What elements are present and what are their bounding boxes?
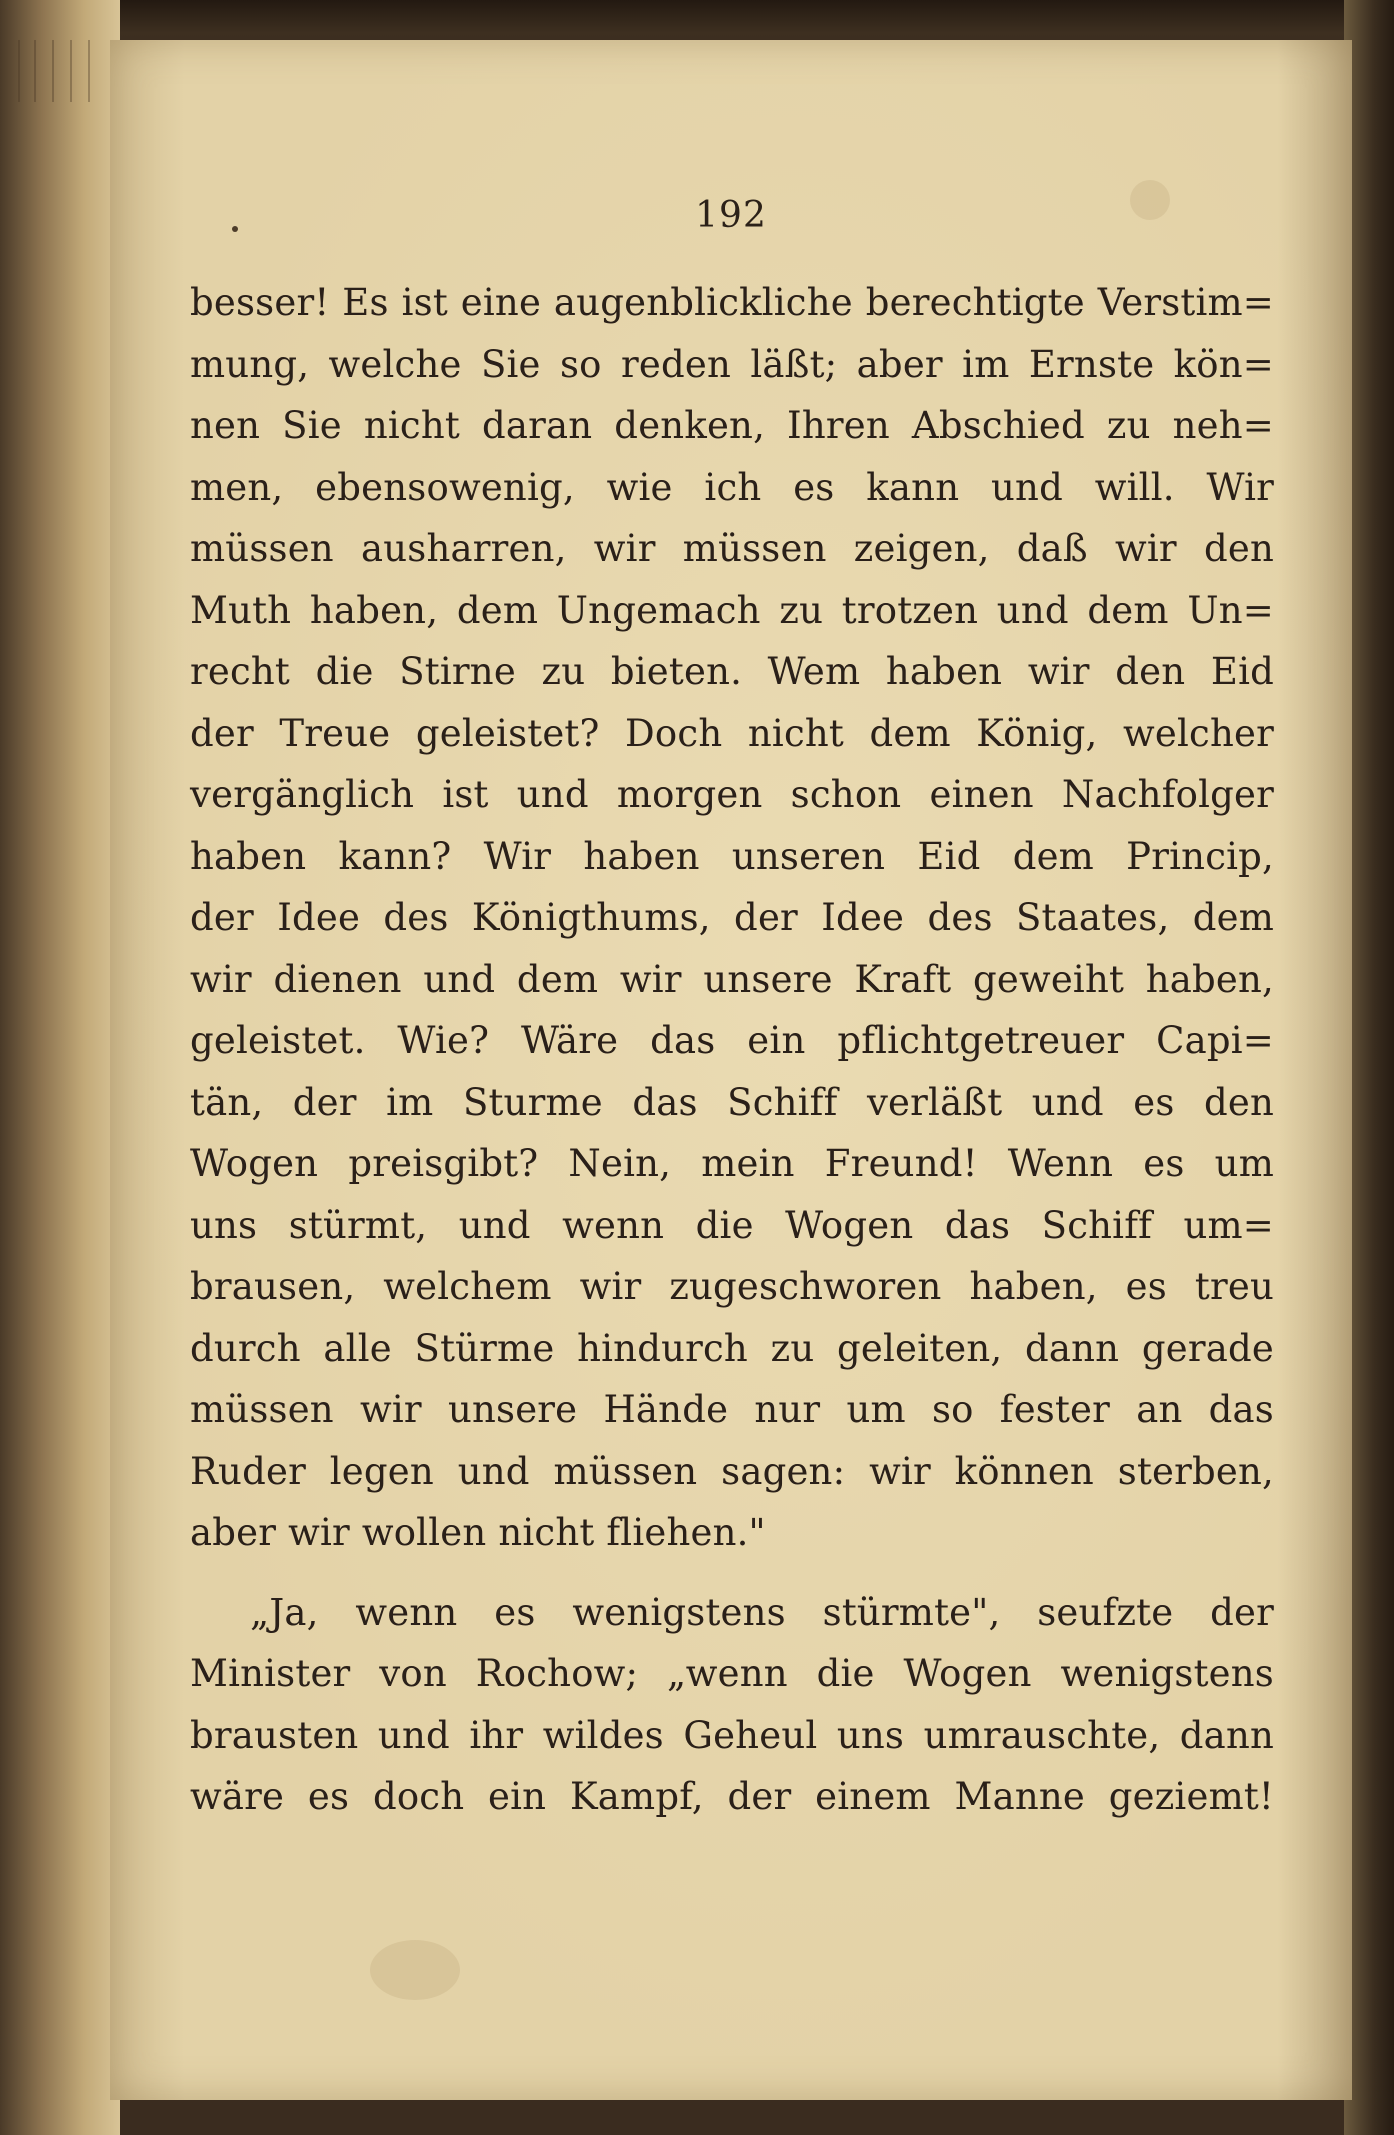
- text-line: mung, welche Sie so reden läßt; aber im Ernste kön=: [190, 342, 1274, 386]
- text-line: der Treue geleistet? Doch nicht dem König, welcher: [190, 711, 1274, 755]
- paragraph-gap: [190, 1564, 1274, 1582]
- text-line: vergänglich ist und morgen schon einen Nachfolger: [190, 773, 1274, 816]
- text-line: Minister von Rochow; „wenn die Wogen wenigstens: [190, 1652, 1274, 1695]
- text-line: müssen ausharren, wir müssen zeigen, daß wir den: [190, 527, 1274, 570]
- text-line: durch alle Stürme hindurch zu geleiten, dann gerade: [190, 1326, 1274, 1370]
- text-line: Muth haben, dem Ungemach zu trotzen und dem Un=: [190, 588, 1274, 632]
- page-edge-line: [70, 40, 72, 102]
- page-text: [190, 272, 1274, 1828]
- text-line: geleistet. Wie? Wäre das ein pflichtgetreuer Capi=: [190, 1019, 1274, 1062]
- page-number: 192: [695, 195, 767, 236]
- page-edge-line: [34, 40, 36, 102]
- paragraph-2: [190, 1582, 1274, 1828]
- text-line: besser! Es ist eine augenblickliche berechtigte Verstim=: [190, 281, 1274, 324]
- text-line: wir dienen und dem wir unsere Kraft geweiht haben,: [190, 957, 1274, 1001]
- text-line: recht die Stirne zu bieten. Wem haben wir den Eid: [190, 650, 1274, 693]
- text-line: nen Sie nicht daran denken, Ihren Abschied zu neh=: [190, 404, 1274, 447]
- paper-stain: [370, 1940, 460, 2000]
- paragraph-1: [190, 272, 1274, 1564]
- text-line: tän, der im Sturme das Schiff verläßt und es den: [190, 1080, 1274, 1124]
- text-line: „Ja, wenn es wenigstens stürmte", seufzte der: [250, 1590, 1274, 1634]
- text-line: müssen wir unsere Hände nur um so fester an das: [190, 1388, 1274, 1431]
- text-line: men, ebensowenig, wie ich es kann und will. Wir: [190, 465, 1274, 509]
- text-line: brausten und ihr wildes Geheul uns umrauschte, dann: [190, 1713, 1274, 1757]
- text-line: haben kann? Wir haben unseren Eid dem Princip,: [190, 834, 1274, 878]
- page-edge-line: [18, 40, 20, 102]
- page-edge-line: [88, 40, 90, 102]
- page-edge-line: [52, 40, 54, 102]
- text-line: Wogen preisgibt? Nein, mein Freund! Wenn es um: [190, 1142, 1274, 1185]
- book-page-edges: [0, 0, 120, 2135]
- text-line: der Idee des Königthums, der Idee des Staates, dem: [190, 896, 1274, 939]
- text-line: wäre es doch ein Kampf, der einem Manne geziemt!: [190, 1775, 1274, 1818]
- text-line: brausen, welchem wir zugeschworen haben, es treu: [190, 1265, 1274, 1308]
- text-line: aber wir wollen nicht fliehen.": [190, 1511, 766, 1554]
- text-line: uns stürmt, und wenn die Wogen das Schiff um=: [190, 1203, 1274, 1247]
- text-line: Ruder legen und müssen sagen: wir können sterben,: [190, 1449, 1274, 1493]
